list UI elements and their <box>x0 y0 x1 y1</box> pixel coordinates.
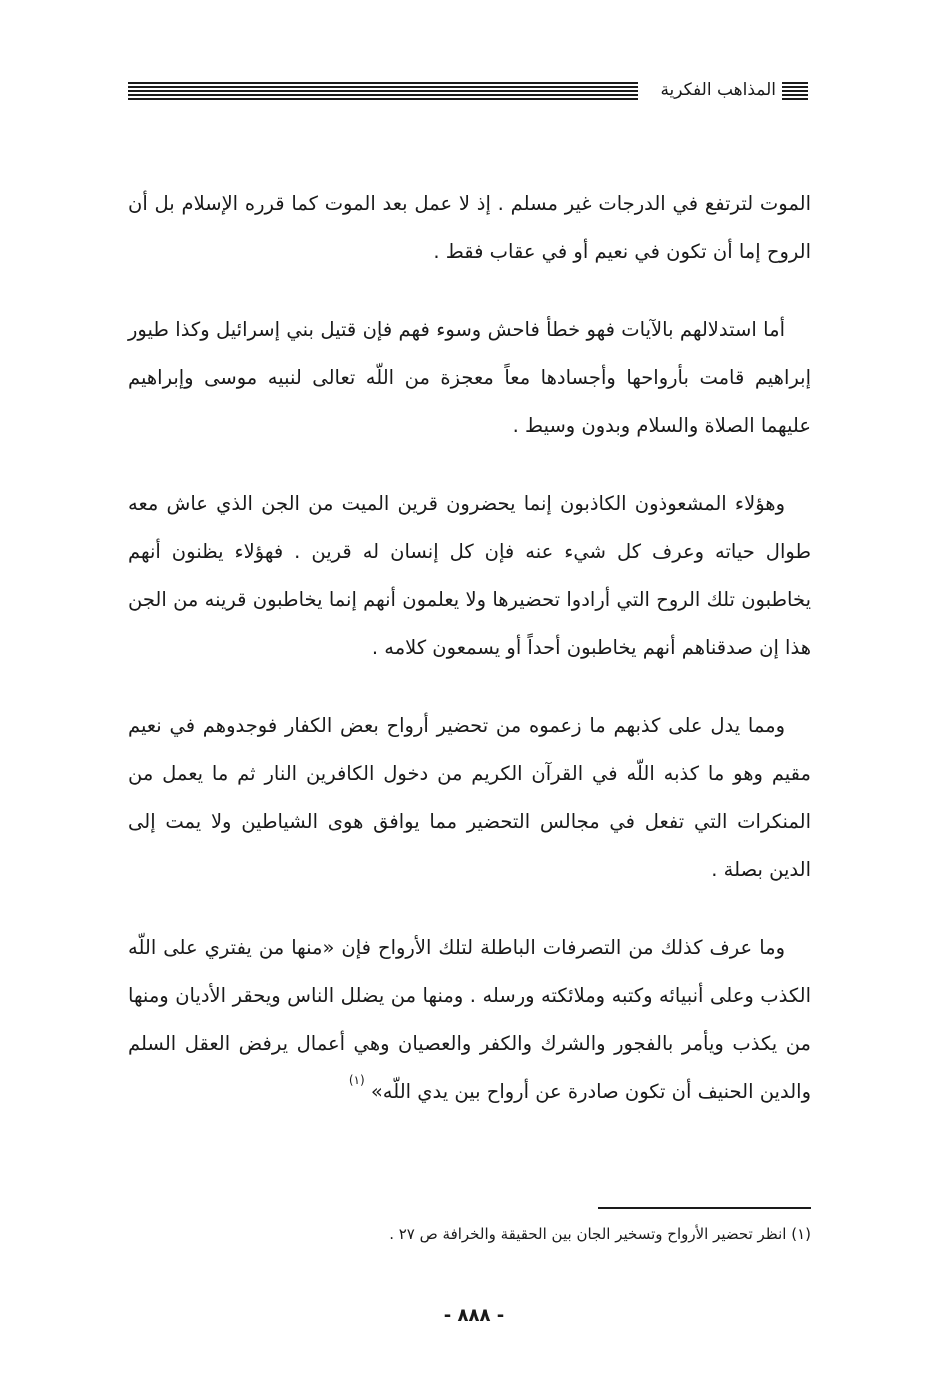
footnote-separator <box>598 1207 811 1209</box>
paragraph-5-text: وما عرف كذلك من التصرفات الباطلة لتلك الأرواح فإن «منها من يفتري على اللّه الكذب وعلى أنبيائه وكتبه وملائكته ورسله . ومنها من يضلل الناس ويحقر الأديان ومنها من يكذب ويأمر بالفجور والشرك والكفر والعصيان وهي أعمال يرفض العقل السلم والدين الحنيف أن تكون صادرة عن أرواح بين يدي اللّه» <box>128 936 811 1103</box>
header-rule <box>128 82 638 106</box>
paragraph-1: الموت لترتفع في الدرجات غير مسلم . إذ لا عمل بعد الموت كما قرره الإسلام بل أن الروح إما أن تكون في نعيم أو في عقاب فقط . <box>128 192 811 263</box>
paragraph-2: أما استدلالهم بالآيات فهو خطأ فاحش وسوء فهم فإن قتيل بني إسرائيل وكذا طيور إبراهيم قامت بأرواحها وأجسادها معاً معجزة من اللّه تعالى لنبيه موسى وإبراهيم عليهما الصلاة والسلام وبدون وسيط . <box>128 318 811 437</box>
body-text <box>128 180 811 1146</box>
paragraph-5 <box>128 924 811 1116</box>
paragraph-4: ومما يدل على كذبهم ما زعموه من تحضير أرواح بعض الكفار فوجدوهم في نعيم مقيم وهو ما كذبه اللّه في القرآن الكريم من دخول الكافرين النار ثم ما يعمل من المنكرات التي تفعل في مجالس التحضير مما يوافق هوى الشياطين ولا يمت إلى الدين بصلة . <box>128 714 811 881</box>
paragraph-3: وهؤلاء المشعوذون الكاذبون إنما يحضرون قرين الميت من الجن الذي عاش معه طوال حياته وعرف كل شيء عنه فإن كل إنسان له قرين . فهؤلاء يظنون أنهم يخاطبون تلك الروح التي أرادوا تحضيرها ولا يعلمون أنهم إنما يخاطبون قرينه من الجن هذا إن صدقناهم أنهم يخاطبون أحداً أو يسمعون كلامه . <box>128 492 811 659</box>
running-header <box>128 76 808 106</box>
header-title: المذاهب الفكرية <box>660 80 776 100</box>
footnote: (١) انظر تحضير الأرواح وتسخير الجان بين الحقيقة والخرافة ص ٢٧ . <box>389 1225 811 1243</box>
footnote-reference: (١) <box>348 1073 365 1087</box>
header-lines-icon <box>782 82 808 102</box>
page-number: - ٨٨٨ - <box>443 1305 505 1326</box>
